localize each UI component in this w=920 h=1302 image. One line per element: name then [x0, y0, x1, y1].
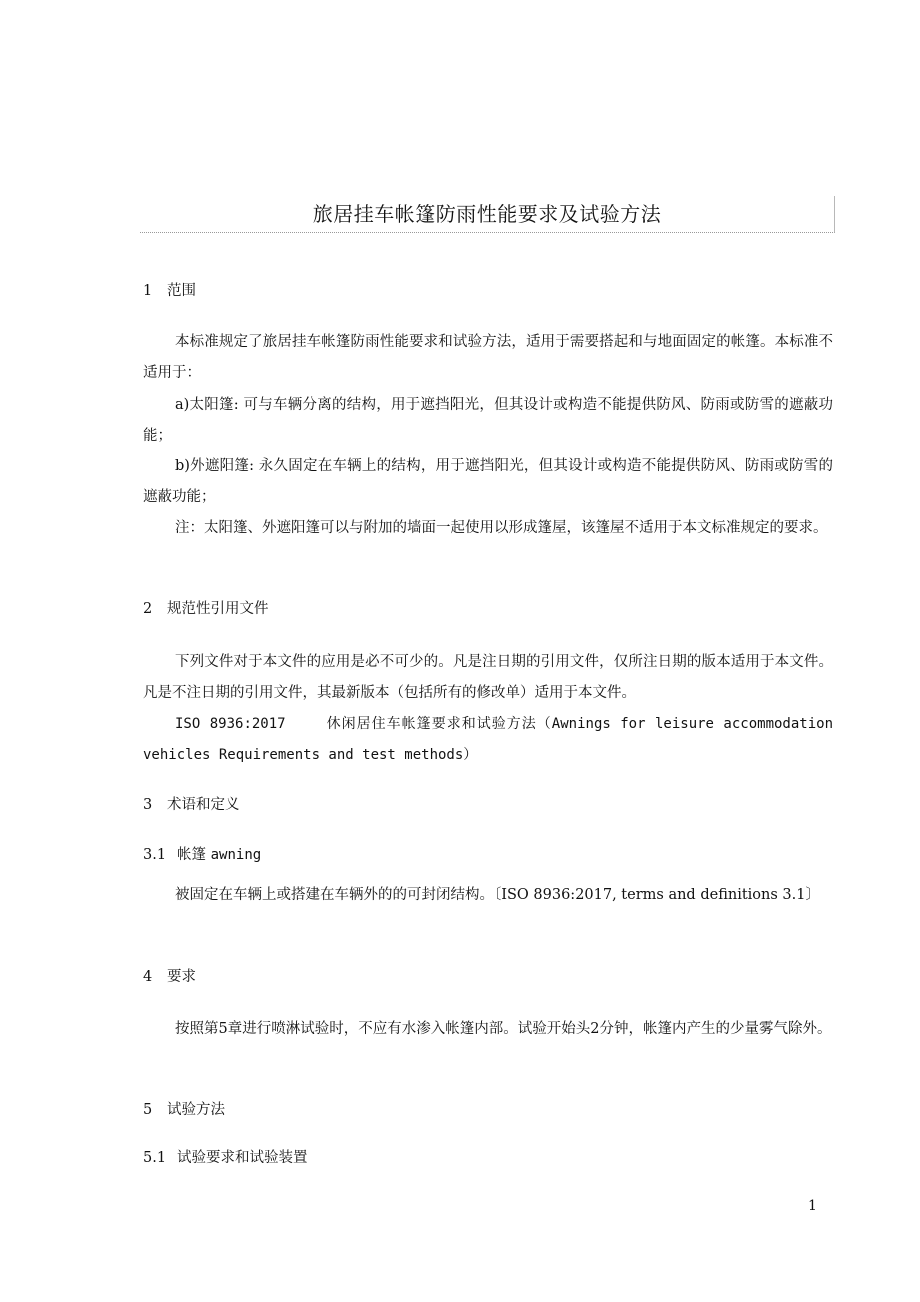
subsection-5-1-heading — [143, 1146, 308, 1167]
term-3-1-definition: 被固定在车辆上或搭建在车辆外的的可封闭结构。〔ISO 8936:2017, terms and definitions 3.1〕 — [175, 887, 820, 903]
document-title: 旅居挂车帐篷防雨性能要求及试验方法 — [312, 202, 662, 226]
section-4-heading — [143, 965, 196, 986]
section-1-heading — [143, 279, 196, 300]
section-1-note: 注：太阳篷、外遮阳篷可以与附加的墙面一起使用以形成篷屋，该篷屋不适用于本文标准规定的要求。 — [175, 520, 828, 536]
reference-code: ISO 8936:2017 — [175, 716, 286, 732]
section-2-heading — [143, 597, 269, 618]
section-2-number: 2 — [143, 601, 153, 617]
term-3-1-number: 3.1 — [143, 847, 167, 863]
section-2-title: 规范性引用文件 — [167, 601, 269, 617]
section-5-number: 5 — [143, 1102, 153, 1118]
section-1-title: 范围 — [167, 283, 196, 299]
section-5-title: 试验方法 — [167, 1102, 225, 1118]
subsection-5-1-number: 5.1 — [143, 1150, 167, 1166]
section-4-paragraph: 按照第5章进行喷淋试验时，不应有水渗入帐篷内部。试验开始头2分钟，帐篷内产生的少量雾气除外。 — [175, 1021, 832, 1037]
section-1-item-a: a)太阳篷: 可与车辆分离的结构，用于遮挡阳光，但其设计或构造不能提供防风、防雨或防雪的遮蔽功能； — [143, 397, 833, 444]
section-4-number: 4 — [143, 969, 153, 985]
section-1-number: 1 — [143, 283, 153, 299]
section-3-number: 3 — [143, 797, 153, 813]
normative-reference — [143, 709, 833, 770]
reference-title: 休闲居住车帐篷要求和试验方法（Awnings for leisure accommodation vehicles Requirements and test methods） — [143, 716, 833, 763]
page-number: 1 — [808, 1198, 817, 1214]
section-1-item-b: b)外遮阳篷: 永久固定在车辆上的结构，用于遮挡阳光，但其设计或构造不能提供防风、防雨或防雪的遮蔽功能； — [143, 458, 833, 505]
term-3-1-title: 帐篷 — [177, 847, 206, 863]
title-box — [140, 196, 835, 233]
section-2-paragraph: 下列文件对于本文件的应用是必不可少的。凡是注日期的引用文件，仅所注日期的版本适用于本文件。凡是不注日期的引用文件，其最新版本（包括所有的修改单）适用于本文件。 — [143, 654, 833, 701]
section-4-title: 要求 — [167, 969, 196, 985]
section-5-heading — [143, 1098, 225, 1119]
section-1-scope-paragraph: 本标准规定了旅居挂车帐篷防雨性能要求和试验方法，适用于需要搭起和与地面固定的帐篷。本标准不适用于： — [143, 334, 833, 381]
term-3-1-heading — [143, 843, 261, 864]
subsection-5-1-title: 试验要求和试验装置 — [177, 1150, 308, 1166]
section-3-title: 术语和定义 — [167, 797, 240, 813]
term-3-1-english: awning — [210, 847, 262, 863]
section-3-heading — [143, 793, 240, 814]
